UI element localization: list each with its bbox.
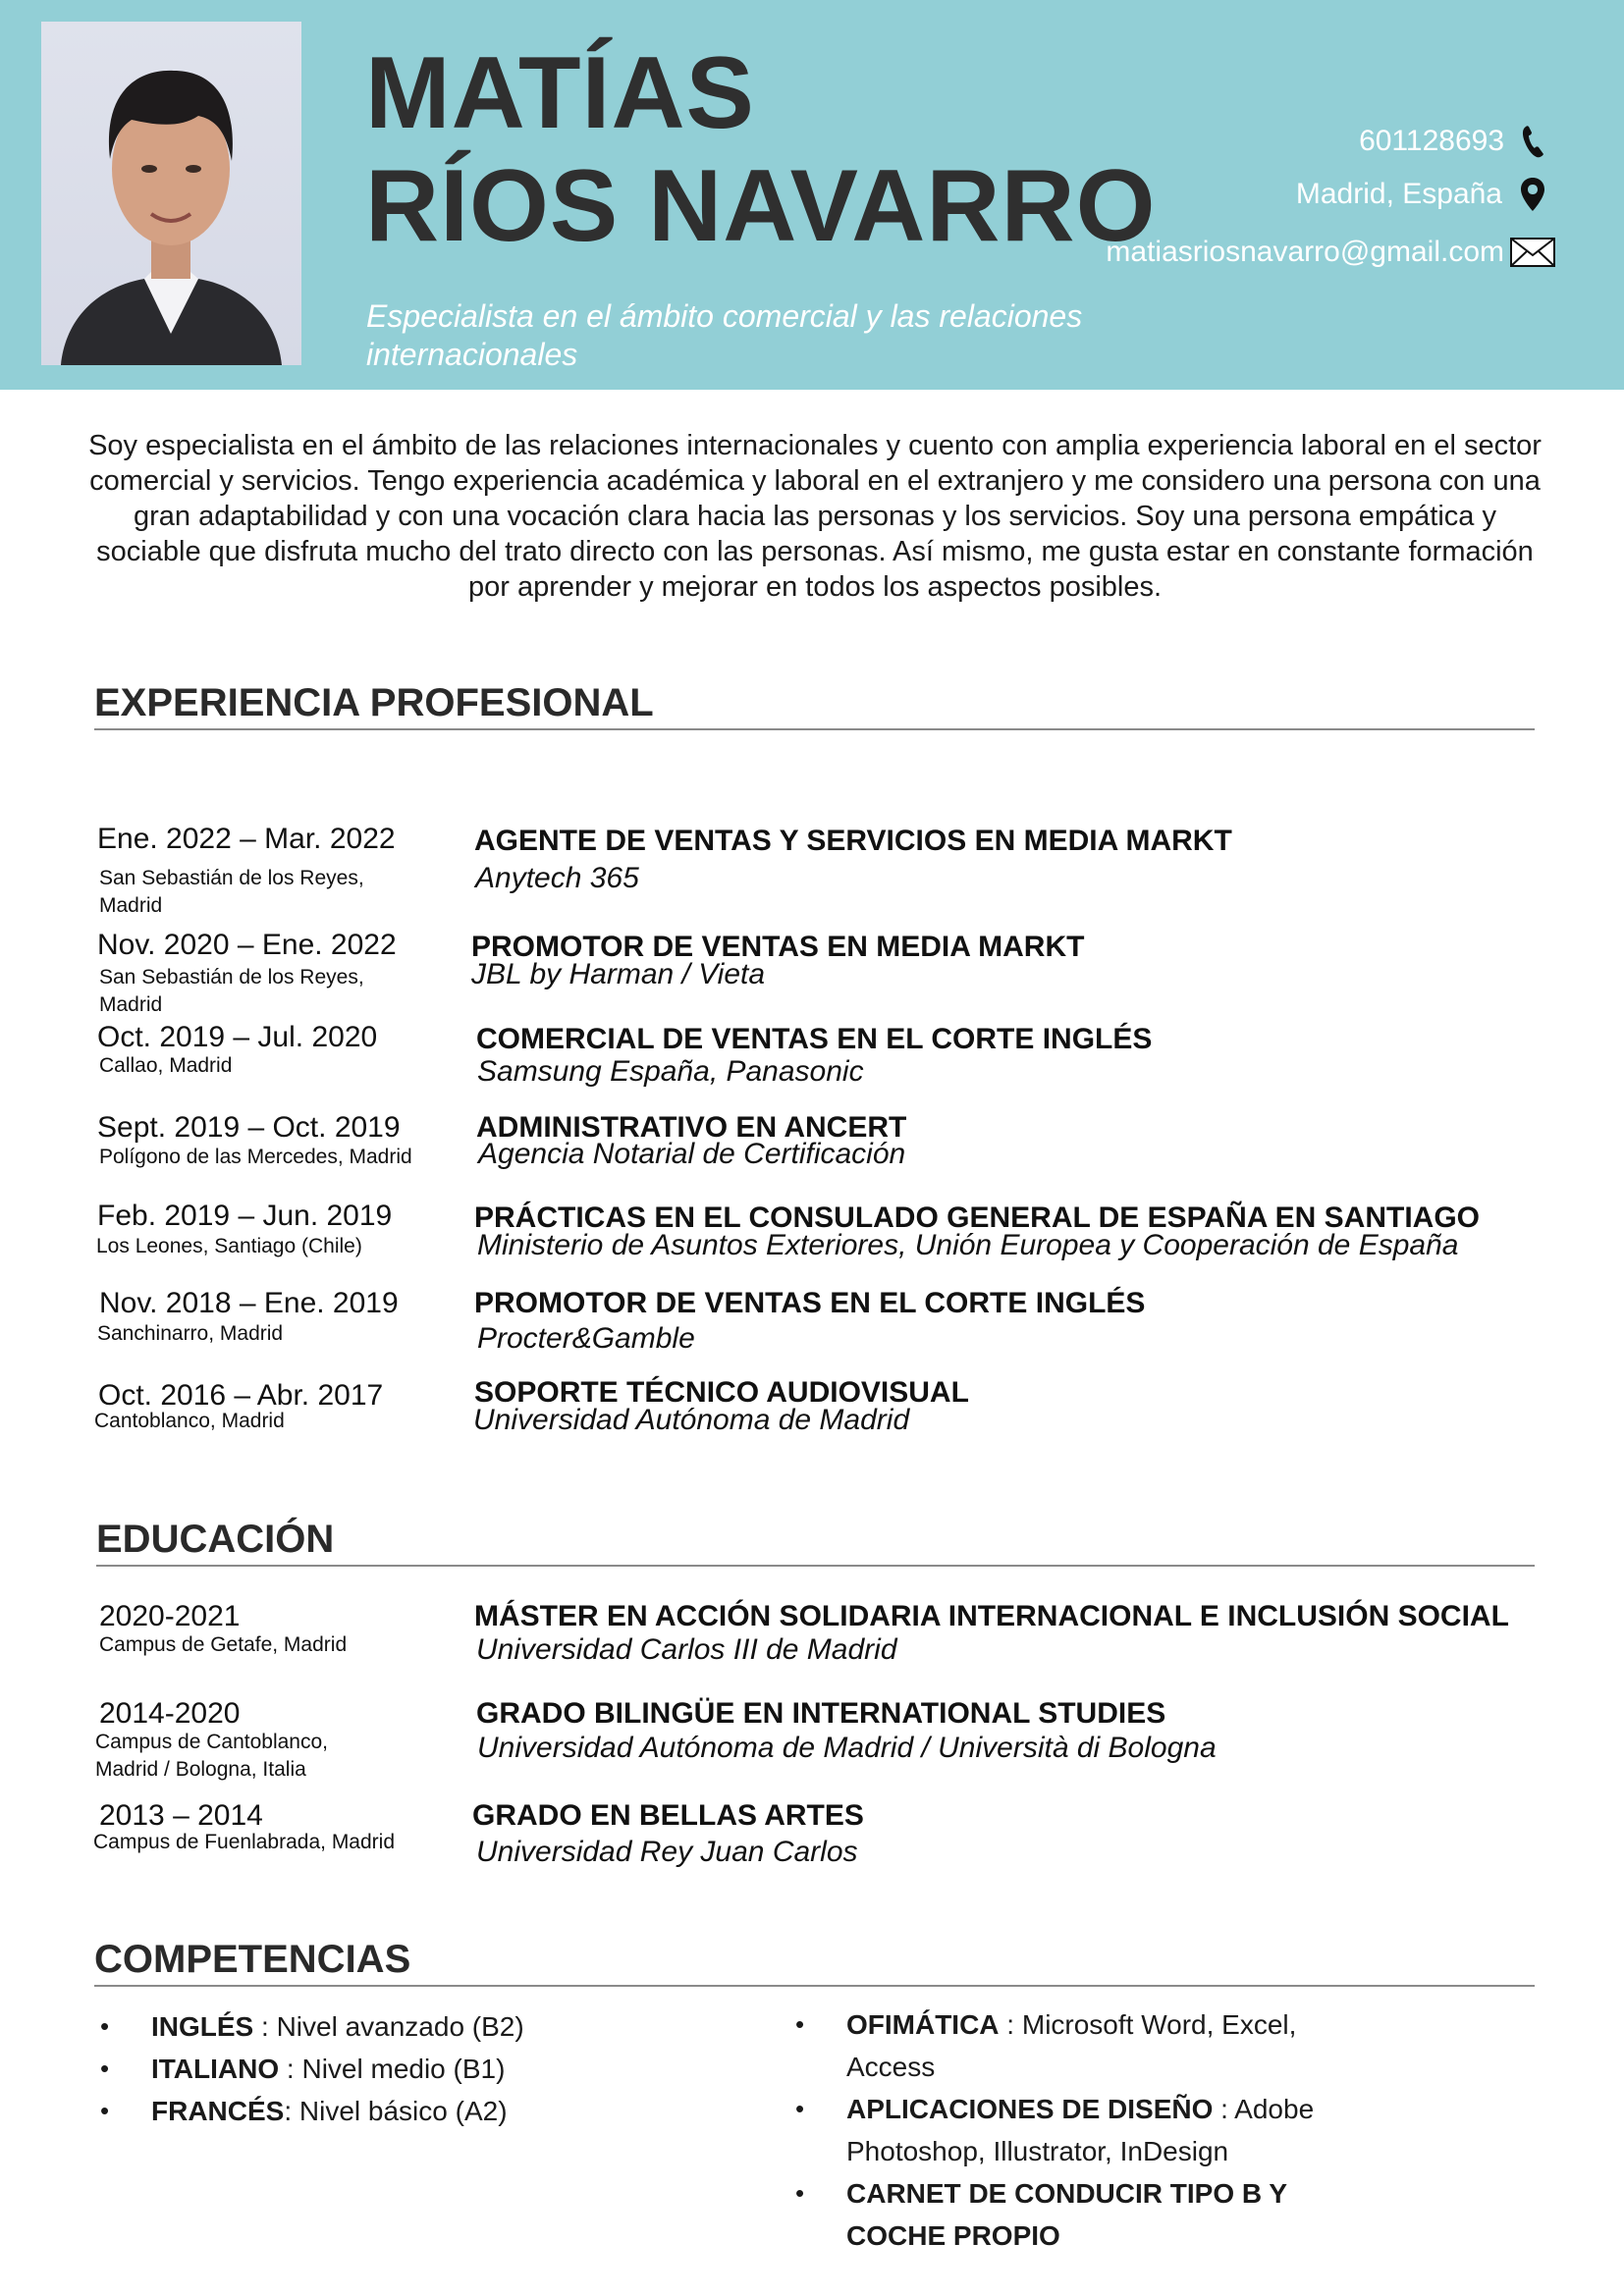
profile-photo <box>41 22 301 365</box>
entry-place: Campus de Getafe, Madrid <box>99 1633 348 1656</box>
entry-company: Universidad Autónoma de Madrid / Università di Bologna <box>477 1732 1217 1764</box>
skill-name: INGLÉS <box>151 2011 254 2042</box>
entry-company: Ministerio de Asuntos Exteriores, Unión Europea y Cooperación de España <box>477 1229 1459 1261</box>
envelope-icon <box>1510 238 1555 267</box>
entry-role: MÁSTER EN ACCIÓN SOLIDARIA INTERNACIONAL E INCLUSIÓN SOCIAL <box>474 1600 1509 1632</box>
skill-detail: : Nivel medio (B1) <box>279 2054 506 2084</box>
entry-company: Universidad Rey Juan Carlos <box>476 1836 858 1868</box>
entry-date: 2014-2020 <box>99 1697 241 1730</box>
entry-date: Feb. 2019 – Jun. 2019 <box>97 1200 393 1232</box>
entry-company: Universidad Carlos III de Madrid <box>476 1633 897 1666</box>
education-section-title: EDUCACIÓN <box>96 1516 1535 1567</box>
location-text: Madrid, España <box>1295 178 1502 210</box>
entry-role: GRADO EN BELLAS ARTES <box>472 1799 864 1832</box>
entry-role: COMERCIAL DE VENTAS EN EL CORTE INGLÉS <box>476 1023 1153 1055</box>
name-line-2: RÍOS NAVARRO <box>365 149 1157 263</box>
entry-place: Campus de Cantoblanco, Madrid / Bologna, Italia <box>95 1731 328 1781</box>
phone-number[interactable]: 601128693 <box>1359 125 1504 157</box>
entry-place: San Sebastián de los Reyes, Madrid <box>99 966 364 1016</box>
technical-skills-list <box>795 2003 1345 2257</box>
skill-name: OFIMÁTICA <box>846 2009 1000 2040</box>
language-skills-list <box>100 2005 611 2132</box>
entry-place: Los Leones, Santiago (Chile) <box>96 1235 362 1257</box>
entry-place: Cantoblanco, Madrid <box>94 1410 285 1432</box>
skill-detail: : Adobe Photoshop, Illustrator, InDesign <box>846 2094 1315 2166</box>
entry-role: SOPORTE TÉCNICO AUDIOVISUAL <box>474 1376 969 1409</box>
entry-company: JBL by Harman / Vieta <box>471 958 766 990</box>
entry-place: San Sebastián de los Reyes, Madrid <box>99 867 364 917</box>
entry-company: Procter&Gamble <box>477 1322 695 1355</box>
entry-date: 2013 – 2014 <box>99 1799 263 1832</box>
skill-name: APLICACIONES DE DISEÑO <box>846 2094 1214 2124</box>
list-item <box>100 2005 611 2048</box>
contact-phone <box>1359 120 1545 163</box>
skill-detail: : Microsoft Word, Excel, Access <box>846 2009 1297 2082</box>
entry-role: PROMOTOR DE VENTAS EN EL CORTE INGLÉS <box>474 1287 1146 1319</box>
skill-name: FRANCÉS <box>151 2096 285 2126</box>
skill-detail: : Nivel básico (A2) <box>284 2096 508 2126</box>
entry-company: Universidad Autónoma de Madrid <box>473 1404 910 1436</box>
experience-section-title: EXPERIENCIA PROFESIONAL <box>94 679 1535 730</box>
email-address[interactable]: matiasriosnavarro@gmail.com <box>1106 236 1504 268</box>
phone-icon <box>1522 125 1545 158</box>
entry-role: GRADO BILINGÜE EN INTERNATIONAL STUDIES <box>476 1697 1166 1730</box>
entry-role: AGENTE DE VENTAS Y SERVICIOS EN MEDIA MARKT <box>474 825 1232 857</box>
list-item <box>100 2048 611 2090</box>
skill-name: CARNET DE CONDUCIR TIPO B Y COCHE PROPIO <box>846 2178 1287 2251</box>
entry-company: Agencia Notarial de Certificación <box>478 1138 906 1170</box>
name-line-1: MATÍAS <box>365 36 755 150</box>
skill-name: ITALIANO <box>151 2054 280 2084</box>
list-item <box>795 2172 1318 2257</box>
map-pin-icon <box>1520 177 1545 212</box>
skill-detail: : Nivel avanzado (B2) <box>253 2011 524 2042</box>
professional-subtitle: Especialista en el ámbito comercial y las relaciones internacionales <box>366 298 1083 372</box>
profile-summary: Soy especialista en el ámbito de las relaciones internacionales y cuento con amplia experiencia laboral en el sector comercial y servicios. Tengo experiencia académica y laboral en el extranjero y me considero una persona con una gran adaptabilidad y con una vocación clara hacia las personas y los servicios. Soy una persona empática y sociable que disfruta mucho del trato directo con las personas. Así mismo, me gusta estar en constante formación por aprender y mejorar en todos los aspectos posibles. <box>88 430 1542 603</box>
list-item <box>795 2003 1345 2088</box>
full-name <box>365 37 1157 263</box>
entry-place: Polígono de las Mercedes, Madrid <box>99 1146 412 1168</box>
entry-role: PROMOTOR DE VENTAS EN MEDIA MARKT <box>471 931 1085 963</box>
entry-company: Samsung España, Panasonic <box>477 1055 864 1088</box>
entry-date: Oct. 2016 – Abr. 2017 <box>98 1379 384 1412</box>
header-banner <box>0 0 1624 390</box>
list-item <box>100 2090 611 2132</box>
entry-date: Ene. 2022 – Mar. 2022 <box>97 823 396 855</box>
skills-section-title: COMPETENCIAS <box>94 1936 1535 1987</box>
entry-date: Nov. 2018 – Ene. 2019 <box>99 1287 399 1319</box>
entry-date: 2020-2021 <box>99 1600 241 1632</box>
entry-date: Nov. 2020 – Ene. 2022 <box>97 929 397 961</box>
list-item <box>795 2088 1345 2172</box>
entry-company: Anytech 365 <box>475 862 639 894</box>
entry-date: Oct. 2019 – Jul. 2020 <box>97 1021 378 1053</box>
entry-place: Campus de Fuenlabrada, Madrid <box>93 1831 396 1853</box>
entry-place: Sanchinarro, Madrid <box>97 1322 284 1345</box>
entry-date: Sept. 2019 – Oct. 2019 <box>97 1111 401 1144</box>
entry-role: ADMINISTRATIVO EN ANCERT <box>476 1111 907 1144</box>
contact-email <box>1106 231 1555 274</box>
entry-place: Callao, Madrid <box>99 1054 233 1077</box>
entry-role: PRÁCTICAS EN EL CONSULADO GENERAL DE ESPAÑA EN SANTIAGO <box>474 1201 1480 1234</box>
contact-location <box>1296 173 1545 216</box>
